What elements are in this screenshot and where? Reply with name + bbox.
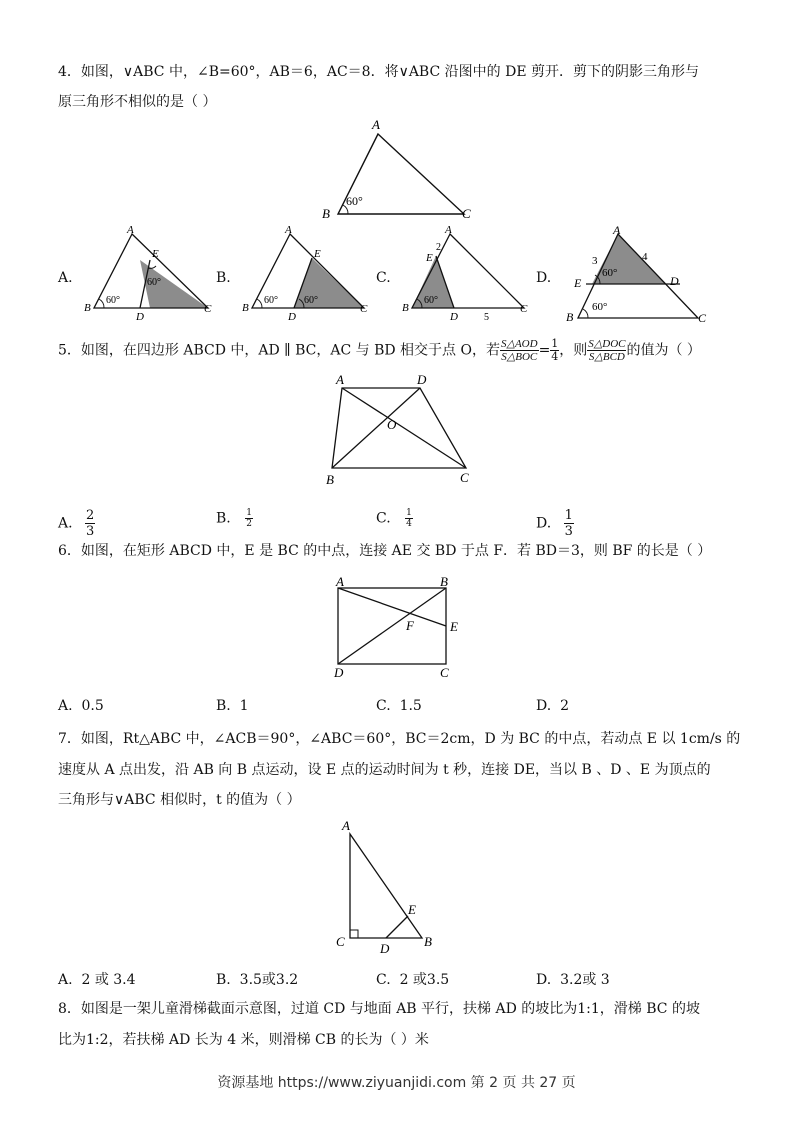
q6-stem: 6．如图，在矩形 ABCD 中，E 是 BC 的中点，连接 AE 交 BD 于点 F．若 BD＝3，则 BF 的长是（ ）	[58, 543, 712, 559]
svg-text:B: B	[440, 574, 448, 589]
q4-option-b-figure	[238, 224, 373, 324]
svg-text:D: D	[417, 372, 427, 387]
svg-text:B: B	[402, 302, 409, 314]
q4-main-figure	[310, 118, 490, 224]
svg-text:60°: 60°	[147, 277, 161, 288]
svg-text:B: B	[424, 934, 432, 949]
q4-option-b-label[interactable]: B.	[216, 270, 231, 286]
q4-option-c-figure	[398, 224, 533, 324]
svg-text:A: A	[613, 223, 621, 237]
q4-label-b: B	[322, 206, 330, 221]
q5-figure	[320, 372, 480, 490]
svg-text:A: A	[336, 372, 344, 387]
q4-option-d-label[interactable]: D.	[536, 270, 552, 286]
svg-text:C: C	[460, 470, 469, 485]
svg-text:60°: 60°	[304, 295, 318, 306]
svg-text:60°: 60°	[602, 267, 618, 279]
q4-option-c-label[interactable]: C.	[376, 270, 391, 286]
svg-text:E: E	[408, 902, 416, 917]
svg-text:D: D	[334, 665, 344, 680]
q6-figure	[326, 574, 472, 680]
page-footer: 资源基地 https://www.ziyuanjidi.com 第 2 页 共 27 页	[217, 1075, 576, 1091]
q7-line2: 速度从 A 点出发，沿 AB 向 B 点运动，设 E 点的运动时间为 t 秒，连接 DE，当以 B 、D 、E 为顶点的	[58, 762, 711, 778]
svg-text:A: A	[336, 574, 344, 589]
svg-text:4: 4	[642, 251, 648, 263]
svg-text:C: C	[698, 311, 707, 325]
q5-stem: 5．如图，在四边形 ABCD 中，AD ∥ BC，AC 与 BD 相交于点 O，若 $\frac{\text{S△AOD}}{\text{S△BOC}}$ = $\frac{1}{4}$ ，则 $\frac{\text{S△DOC}}{\text{S△BCD}}$ 的值为（ ）	[58, 337, 701, 363]
svg-text:60°: 60°	[264, 295, 278, 306]
q4-label-c: C	[462, 206, 471, 221]
svg-text:E: E	[152, 248, 159, 260]
q4-label-a: A	[372, 118, 380, 132]
svg-text:D: D	[670, 274, 679, 288]
q7-option-c[interactable]: C. 2 或3.5	[376, 972, 450, 988]
q6-option-a[interactable]: A. 0.5	[58, 698, 104, 714]
q6-option-d[interactable]: D. 2	[536, 698, 570, 714]
svg-text:A: A	[285, 224, 292, 236]
svg-text:E: E	[426, 252, 433, 264]
q5-option-d[interactable]: D. $\frac{1}{3}$	[536, 508, 573, 539]
q6-option-b[interactable]: B. 1	[216, 698, 249, 714]
svg-text:A: A	[445, 224, 452, 236]
svg-text:B: B	[566, 310, 574, 324]
svg-text:D: D	[450, 311, 458, 323]
q8-line2: 比为1:2，若扶梯 AD 长为 4 米，则滑梯 CB 的长为（ ）米	[58, 1032, 429, 1048]
svg-text:C: C	[520, 303, 528, 315]
q4-option-a-label[interactable]: A.	[58, 270, 73, 286]
svg-text:O: O	[387, 417, 397, 432]
q6-option-c[interactable]: C. 1.5	[376, 698, 422, 714]
q4-option-a-figure	[80, 224, 215, 324]
svg-text:D: D	[288, 311, 296, 323]
svg-text:D: D	[136, 311, 144, 323]
q7-option-d[interactable]: D. 3.2或 3	[536, 972, 610, 988]
svg-text:60°: 60°	[106, 295, 120, 306]
q7-line1: 7．如图，Rt△ABC 中，∠ACB＝90°，∠ABC＝60°，BC＝2cm，D 为 BC 的中点，若动点 E 以 1cm/s 的	[58, 731, 741, 747]
svg-text:E: E	[450, 619, 458, 634]
q7-line3: 三角形与∨ABC 相似时，t 的值为（ ）	[58, 792, 301, 808]
svg-text:E: E	[574, 276, 582, 290]
q5-option-b[interactable]: B. $\frac{1}{2}$	[216, 508, 252, 529]
svg-text:D: D	[380, 941, 390, 954]
q7-figure	[328, 814, 448, 954]
svg-text:B: B	[326, 472, 334, 487]
q5-option-c[interactable]: C. $\frac{1}{4}$	[376, 508, 412, 529]
svg-text:A: A	[342, 818, 350, 833]
q7-option-b[interactable]: B. 3.5或3.2	[216, 972, 299, 988]
svg-text:B: B	[242, 302, 249, 314]
q4-angle-label: 60°	[346, 194, 363, 208]
svg-text:C: C	[440, 665, 449, 680]
svg-text:E: E	[314, 248, 321, 260]
svg-text:A: A	[127, 224, 134, 236]
svg-text:B: B	[84, 302, 91, 314]
q4-option-d-figure	[560, 222, 720, 326]
svg-text:C: C	[204, 303, 212, 315]
svg-text:C: C	[360, 303, 368, 315]
svg-text:60°: 60°	[424, 295, 438, 306]
q8-line1: 8．如图是一架儿童滑梯截面示意图，过道 CD 与地面 AB 平行，扶梯 AD 的坡比为1:1，滑梯 BC 的坡	[58, 1001, 700, 1017]
q4-line2: 原三角形不相似的是（ ）	[58, 94, 217, 110]
svg-text:60°: 60°	[592, 301, 608, 313]
svg-text:C: C	[336, 934, 345, 949]
q7-option-a[interactable]: A. 2 或 3.4	[58, 972, 136, 988]
svg-text:F: F	[406, 618, 414, 633]
svg-text:2: 2	[436, 242, 441, 253]
svg-text:5: 5	[484, 312, 489, 323]
q5-option-a[interactable]: A. $\frac{2}{3}$	[58, 508, 95, 539]
svg-text:3: 3	[592, 255, 598, 267]
q4-line1: 4．如图，∨ABC 中，∠B=60°，AB＝6，AC＝8．将∨ABC 沿图中的 DE 剪开．剪下的阴影三角形与	[58, 64, 699, 80]
